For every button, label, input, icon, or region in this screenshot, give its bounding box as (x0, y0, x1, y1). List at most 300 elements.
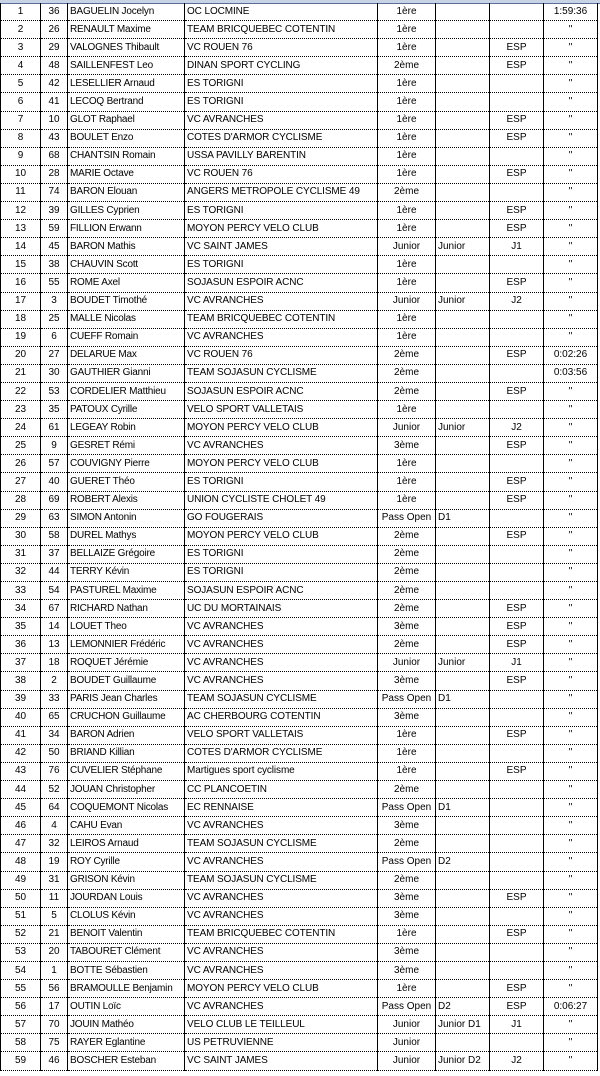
table-row (1, 165, 598, 183)
espoir-cell (490, 3, 544, 21)
position-cell: 19 (1, 328, 41, 346)
rider-name-cell: SIMON Antonin (68, 509, 185, 527)
rider-name-cell: CRUCHON Guillaume (68, 708, 185, 726)
rider-name-cell: CORDELIER Matthieu (68, 382, 185, 400)
division-cell (436, 582, 490, 600)
rider-name-cell: PASTUREL Maxime (68, 582, 185, 600)
division-cell: D1 (436, 509, 490, 527)
bib-number-cell: 36 (41, 3, 68, 21)
rider-name-cell: MARIE Octave (68, 165, 185, 183)
espoir-cell (490, 744, 544, 762)
position-cell: 14 (1, 238, 41, 256)
espoir-cell (490, 1034, 544, 1052)
club-cell: OC LOCMINE (185, 3, 378, 21)
table-row (1, 382, 598, 400)
time-gap-cell: " (544, 762, 598, 780)
time-gap-cell: " (544, 600, 598, 618)
category-cell: 2ème (378, 563, 436, 581)
position-cell: 22 (1, 382, 41, 400)
position-cell: 3 (1, 39, 41, 57)
bib-number-cell: 64 (41, 799, 68, 817)
club-cell: ES TORIGNI (185, 563, 378, 581)
espoir-cell: ESP (490, 636, 544, 654)
time-gap-cell: " (544, 690, 598, 708)
rider-name-cell: TABOURET Clément (68, 943, 185, 961)
position-cell: 20 (1, 346, 41, 364)
espoir-cell: ESP (490, 165, 544, 183)
rider-name-cell: ROME Axel (68, 274, 185, 292)
category-cell: Junior (378, 292, 436, 310)
category-cell: Junior (378, 1034, 436, 1052)
rider-name-cell: BARON Elouan (68, 183, 185, 201)
division-cell: Junior (436, 419, 490, 437)
category-cell: 2ème (378, 527, 436, 545)
rider-name-cell: MALLE Nicolas (68, 310, 185, 328)
espoir-cell (490, 328, 544, 346)
time-gap-cell: " (544, 672, 598, 690)
position-cell: 23 (1, 401, 41, 419)
bib-number-cell: 40 (41, 473, 68, 491)
bib-number-cell: 65 (41, 708, 68, 726)
rider-name-cell: LEMONNIER Frédéric (68, 636, 185, 654)
division-cell (436, 961, 490, 979)
table-row (1, 1016, 598, 1034)
espoir-cell (490, 401, 544, 419)
division-cell (436, 636, 490, 654)
bib-number-cell: 75 (41, 1034, 68, 1052)
division-cell (436, 364, 490, 382)
position-cell: 10 (1, 165, 41, 183)
table-row (1, 835, 598, 853)
bib-number-cell: 46 (41, 1052, 68, 1070)
espoir-cell: ESP (490, 925, 544, 943)
position-cell: 17 (1, 292, 41, 310)
category-cell: 3ème (378, 817, 436, 835)
bib-number-cell: 57 (41, 455, 68, 473)
espoir-cell: ESP (490, 726, 544, 744)
position-cell: 47 (1, 835, 41, 853)
rider-name-cell: JOUIN Mathéo (68, 1016, 185, 1034)
division-cell (436, 256, 490, 274)
division-cell (436, 111, 490, 129)
espoir-cell (490, 690, 544, 708)
bib-number-cell: 13 (41, 636, 68, 654)
position-cell: 48 (1, 853, 41, 871)
rider-name-cell: BRIAND Killian (68, 744, 185, 762)
club-cell: VC ROUEN 76 (185, 165, 378, 183)
table-row (1, 636, 598, 654)
category-cell: 2ème (378, 871, 436, 889)
position-cell: 45 (1, 799, 41, 817)
time-gap-cell: " (544, 473, 598, 491)
table-row (1, 708, 598, 726)
bib-number-cell: 3 (41, 292, 68, 310)
division-cell (436, 980, 490, 998)
rider-name-cell: GILLES Cyprien (68, 202, 185, 220)
bib-number-cell: 32 (41, 835, 68, 853)
club-cell: DINAN SPORT CYCLING (185, 57, 378, 75)
bib-number-cell: 54 (41, 582, 68, 600)
bib-number-cell: 70 (41, 1016, 68, 1034)
division-cell (436, 491, 490, 509)
position-cell: 50 (1, 889, 41, 907)
category-cell: 1ère (378, 310, 436, 328)
table-row (1, 364, 598, 382)
club-cell: VELO SPORT VALLETAIS (185, 726, 378, 744)
espoir-cell: ESP (490, 980, 544, 998)
category-cell: 2ème (378, 545, 436, 563)
time-gap-cell: " (544, 925, 598, 943)
time-gap-cell: " (544, 57, 598, 75)
rider-name-cell: BELLAIZE Grégoire (68, 545, 185, 563)
time-gap-cell: " (544, 238, 598, 256)
bib-number-cell: 48 (41, 57, 68, 75)
espoir-cell: ESP (490, 57, 544, 75)
category-cell: Junior (378, 654, 436, 672)
table-row (1, 419, 598, 437)
espoir-cell: ESP (490, 274, 544, 292)
position-cell: 44 (1, 781, 41, 799)
table-row (1, 582, 598, 600)
club-cell: TEAM SOJASUN CYCLISME (185, 835, 378, 853)
table-row (1, 310, 598, 328)
table-row (1, 907, 598, 925)
rider-name-cell: BOUDET Guillaume (68, 672, 185, 690)
category-cell: 1ère (378, 491, 436, 509)
category-cell: 2ème (378, 636, 436, 654)
category-cell: 3ème (378, 889, 436, 907)
espoir-cell: ESP (490, 111, 544, 129)
category-cell: 1ère (378, 202, 436, 220)
bib-number-cell: 58 (41, 527, 68, 545)
espoir-cell (490, 310, 544, 328)
division-cell (436, 165, 490, 183)
position-cell: 30 (1, 527, 41, 545)
division-cell (436, 871, 490, 889)
club-cell: TEAM BRICQUEBEC COTENTIN (185, 925, 378, 943)
club-cell: US PETRUVIENNE (185, 1034, 378, 1052)
espoir-cell: ESP (490, 129, 544, 147)
table-row (1, 21, 598, 39)
rider-name-cell: BARON Mathis (68, 238, 185, 256)
time-gap-cell: " (544, 961, 598, 979)
table-row (1, 817, 598, 835)
espoir-cell: ESP (490, 491, 544, 509)
bib-number-cell: 38 (41, 256, 68, 274)
division-cell (436, 129, 490, 147)
position-cell: 58 (1, 1034, 41, 1052)
table-row (1, 690, 598, 708)
division-cell: D1 (436, 799, 490, 817)
club-cell: CC PLANCOETIN (185, 781, 378, 799)
table-row (1, 726, 598, 744)
bib-number-cell: 39 (41, 202, 68, 220)
table-row (1, 437, 598, 455)
category-cell: 1ère (378, 455, 436, 473)
espoir-cell: ESP (490, 672, 544, 690)
espoir-cell (490, 75, 544, 93)
club-cell: VC AVRANCHES (185, 907, 378, 925)
time-gap-cell: " (544, 419, 598, 437)
position-cell: 51 (1, 907, 41, 925)
division-cell (436, 744, 490, 762)
club-cell: VELO SPORT VALLETAIS (185, 401, 378, 419)
rider-name-cell: RICHARD Nathan (68, 600, 185, 618)
time-gap-cell: " (544, 129, 598, 147)
division-cell (436, 907, 490, 925)
category-cell: Pass Open (378, 509, 436, 527)
division-cell (436, 202, 490, 220)
table-row (1, 672, 598, 690)
rider-name-cell: TERRY Kévin (68, 563, 185, 581)
division-cell (436, 39, 490, 57)
bib-number-cell: 59 (41, 220, 68, 238)
bib-number-cell: 37 (41, 545, 68, 563)
category-cell: 1ère (378, 39, 436, 57)
position-cell: 27 (1, 473, 41, 491)
table-row (1, 328, 598, 346)
division-cell: D1 (436, 690, 490, 708)
division-cell (436, 889, 490, 907)
rider-name-cell: PATOUX Cyrille (68, 401, 185, 419)
time-gap-cell: " (544, 292, 598, 310)
club-cell: VC AVRANCHES (185, 654, 378, 672)
club-cell: VC AVRANCHES (185, 853, 378, 871)
rider-name-cell: GLOT Raphael (68, 111, 185, 129)
time-gap-cell: " (544, 111, 598, 129)
bib-number-cell: 1 (41, 961, 68, 979)
position-cell: 36 (1, 636, 41, 654)
time-gap-cell: " (544, 147, 598, 165)
position-cell: 39 (1, 690, 41, 708)
table-row (1, 401, 598, 419)
club-cell: USSA PAVILLY BARENTIN (185, 147, 378, 165)
division-cell (436, 563, 490, 581)
espoir-cell (490, 781, 544, 799)
division-cell: Junior D1 (436, 1016, 490, 1034)
division-cell (436, 328, 490, 346)
table-row (1, 129, 598, 147)
position-cell: 29 (1, 509, 41, 527)
club-cell: VC SAINT JAMES (185, 1052, 378, 1070)
category-cell: 1ère (378, 111, 436, 129)
division-cell (436, 310, 490, 328)
category-cell: 2ème (378, 57, 436, 75)
espoir-cell: J2 (490, 419, 544, 437)
club-cell: ES TORIGNI (185, 202, 378, 220)
club-cell: VC AVRANCHES (185, 943, 378, 961)
category-cell: 1ère (378, 147, 436, 165)
category-cell: Junior (378, 1052, 436, 1070)
position-cell: 15 (1, 256, 41, 274)
espoir-cell: J1 (490, 238, 544, 256)
rider-name-cell: CUVELIER Stéphane (68, 762, 185, 780)
table-row (1, 455, 598, 473)
time-gap-cell: " (544, 726, 598, 744)
category-cell: 3ème (378, 708, 436, 726)
category-cell: 1ère (378, 328, 436, 346)
time-gap-cell: " (544, 21, 598, 39)
table-row (1, 943, 598, 961)
rider-name-cell: RENAULT Maxime (68, 21, 185, 39)
category-cell: 2ème (378, 183, 436, 201)
table-row (1, 563, 598, 581)
rider-name-cell: BARON Adrien (68, 726, 185, 744)
results-table-body (1, 3, 598, 1070)
category-cell: 2ème (378, 600, 436, 618)
position-cell: 43 (1, 762, 41, 780)
club-cell: ES TORIGNI (185, 256, 378, 274)
club-cell: ES TORIGNI (185, 93, 378, 111)
time-gap-cell: " (544, 980, 598, 998)
club-cell: MOYON PERCY VELO CLUB (185, 419, 378, 437)
division-cell (436, 382, 490, 400)
bib-number-cell: 17 (41, 998, 68, 1016)
espoir-cell (490, 455, 544, 473)
time-gap-cell: " (544, 1034, 598, 1052)
bib-number-cell: 11 (41, 889, 68, 907)
category-cell: Pass Open (378, 690, 436, 708)
division-cell (436, 527, 490, 545)
time-gap-cell: " (544, 835, 598, 853)
bib-number-cell: 68 (41, 147, 68, 165)
bib-number-cell: 6 (41, 328, 68, 346)
club-cell: EC RENNAISE (185, 799, 378, 817)
table-row (1, 600, 598, 618)
time-gap-cell: " (544, 165, 598, 183)
espoir-cell: ESP (490, 473, 544, 491)
position-cell: 25 (1, 437, 41, 455)
bib-number-cell: 74 (41, 183, 68, 201)
espoir-cell: ESP (490, 39, 544, 57)
table-row (1, 491, 598, 509)
category-cell: 1ère (378, 75, 436, 93)
rider-name-cell: BAGUELIN Jocelyn (68, 3, 185, 21)
bib-number-cell: 20 (41, 943, 68, 961)
bib-number-cell: 30 (41, 364, 68, 382)
bib-number-cell: 44 (41, 563, 68, 581)
time-gap-cell: " (544, 1016, 598, 1034)
position-cell: 8 (1, 129, 41, 147)
rider-name-cell: BOULET Enzo (68, 129, 185, 147)
club-cell: COTES D'ARMOR CYCLISME (185, 129, 378, 147)
division-cell (436, 672, 490, 690)
table-row (1, 509, 598, 527)
division-cell (436, 75, 490, 93)
bib-number-cell: 50 (41, 744, 68, 762)
club-cell: ES TORIGNI (185, 473, 378, 491)
club-cell: VC AVRANCHES (185, 292, 378, 310)
rider-name-cell: LEGEAY Robin (68, 419, 185, 437)
club-cell: MOYON PERCY VELO CLUB (185, 220, 378, 238)
table-row (1, 274, 598, 292)
category-cell: 2ème (378, 364, 436, 382)
time-gap-cell: " (544, 75, 598, 93)
bib-number-cell: 2 (41, 672, 68, 690)
espoir-cell (490, 853, 544, 871)
espoir-cell: J2 (490, 292, 544, 310)
position-cell: 6 (1, 93, 41, 111)
division-cell: D2 (436, 998, 490, 1016)
rider-name-cell: GAUTHIER Gianni (68, 364, 185, 382)
bib-number-cell: 67 (41, 600, 68, 618)
category-cell: 1ère (378, 726, 436, 744)
position-cell: 53 (1, 943, 41, 961)
espoir-cell (490, 799, 544, 817)
time-gap-cell: " (544, 93, 598, 111)
category-cell: 2ème (378, 781, 436, 799)
bib-number-cell: 4 (41, 817, 68, 835)
espoir-cell: ESP (490, 762, 544, 780)
category-cell: 1ère (378, 762, 436, 780)
bib-number-cell: 45 (41, 238, 68, 256)
position-cell: 2 (1, 21, 41, 39)
time-gap-cell: " (544, 455, 598, 473)
division-cell: Junior (436, 238, 490, 256)
time-gap-cell: " (544, 943, 598, 961)
table-row (1, 744, 598, 762)
club-cell: TEAM SOJASUN CYCLISME (185, 871, 378, 889)
category-cell: 1ère (378, 129, 436, 147)
time-gap-cell: " (544, 799, 598, 817)
category-cell: 1ère (378, 21, 436, 39)
category-cell: 3ème (378, 437, 436, 455)
club-cell: TEAM BRICQUEBEC COTENTIN (185, 21, 378, 39)
bib-number-cell: 52 (41, 781, 68, 799)
division-cell (436, 781, 490, 799)
division-cell (436, 600, 490, 618)
position-cell: 57 (1, 1016, 41, 1034)
time-gap-cell: " (544, 220, 598, 238)
category-cell: Pass Open (378, 998, 436, 1016)
bib-number-cell: 61 (41, 419, 68, 437)
division-cell (436, 3, 490, 21)
table-row (1, 654, 598, 672)
espoir-cell (490, 545, 544, 563)
table-row (1, 980, 598, 998)
club-cell: COTES D'ARMOR CYCLISME (185, 744, 378, 762)
division-cell (436, 925, 490, 943)
table-row (1, 256, 598, 274)
time-gap-cell: " (544, 907, 598, 925)
division-cell (436, 401, 490, 419)
position-cell: 4 (1, 57, 41, 75)
time-gap-cell: " (544, 889, 598, 907)
club-cell: MOYON PERCY VELO CLUB (185, 455, 378, 473)
bib-number-cell: 43 (41, 129, 68, 147)
category-cell: Junior (378, 1016, 436, 1034)
table-row (1, 853, 598, 871)
club-cell: MOYON PERCY VELO CLUB (185, 527, 378, 545)
time-gap-cell: " (544, 636, 598, 654)
position-cell: 32 (1, 563, 41, 581)
time-gap-cell: " (544, 39, 598, 57)
espoir-cell: ESP (490, 382, 544, 400)
time-gap-cell: " (544, 545, 598, 563)
club-cell: VC SAINT JAMES (185, 238, 378, 256)
bib-number-cell: 56 (41, 980, 68, 998)
espoir-cell: ESP (490, 618, 544, 636)
category-cell: 3ème (378, 943, 436, 961)
table-row (1, 238, 598, 256)
division-cell (436, 183, 490, 201)
club-cell: UNION CYCLISTE CHOLET 49 (185, 491, 378, 509)
espoir-cell: ESP (490, 889, 544, 907)
category-cell: 3ème (378, 672, 436, 690)
category-cell: 2ème (378, 346, 436, 364)
rider-name-cell: BOUDET Timothé (68, 292, 185, 310)
rider-name-cell: CHAUVIN Scott (68, 256, 185, 274)
